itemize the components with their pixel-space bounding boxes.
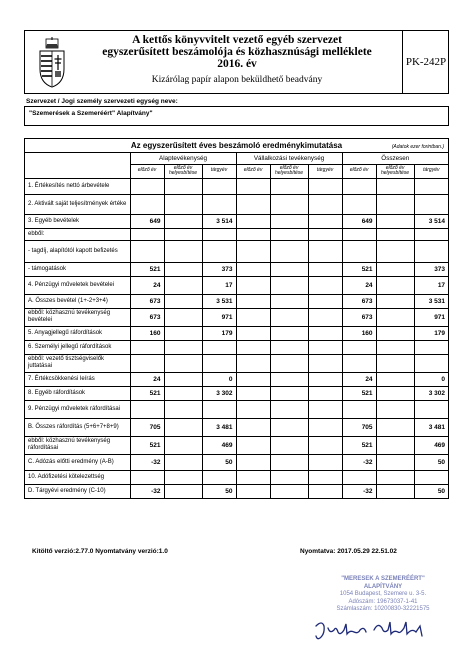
value-cell: 673 <box>130 294 164 308</box>
subheader-prior-year: előző év <box>130 164 164 178</box>
value-cell: 3 514 <box>202 214 236 228</box>
value-cell: 469 <box>414 436 448 454</box>
value-cell <box>236 354 270 372</box>
value-cell <box>164 354 202 372</box>
table-row <box>25 308 448 326</box>
value-cell <box>202 400 236 418</box>
report-rows <box>25 178 448 498</box>
table-row <box>25 262 448 276</box>
value-cell <box>164 326 202 340</box>
handwritten-signature <box>312 618 430 642</box>
row-label: 8. Egyéb ráfordítások <box>25 386 130 400</box>
row-label: ebből: közhasznú tevékenység bevételei <box>25 308 130 326</box>
value-cell <box>270 326 308 340</box>
value-cell <box>376 276 414 294</box>
value-cell <box>376 436 414 454</box>
value-cell <box>164 228 202 240</box>
subheader-prior-correction: előző év helyesbítése <box>270 164 308 178</box>
value-cell <box>202 354 236 372</box>
subheader-prior-year: előző év <box>342 164 376 178</box>
print-timestamp: Nyomtatva: 2017.05.29 22.51.02 <box>300 548 397 555</box>
value-cell <box>308 354 342 372</box>
value-cell <box>308 262 342 276</box>
value-cell <box>164 262 202 276</box>
value-cell <box>308 194 342 214</box>
org-name-field: "Szemerések a Szemeréért" Alapítvány" <box>24 106 449 126</box>
value-cell <box>164 294 202 308</box>
value-cell <box>342 400 376 418</box>
value-cell <box>270 436 308 454</box>
value-cell: 521 <box>130 436 164 454</box>
value-cell <box>414 178 448 194</box>
value-cell <box>164 276 202 294</box>
form-code: PK-242P <box>402 31 449 93</box>
value-cell <box>130 240 164 262</box>
value-cell <box>308 372 342 386</box>
form-title-line1: A kettős könyvvitelt vezető egyéb szervezet <box>132 34 342 46</box>
form-subtitle: Kizárólag papír alapon beküldhető beadvány <box>151 75 323 85</box>
value-cell <box>236 400 270 418</box>
table-row <box>25 418 448 436</box>
value-cell: 0 <box>202 372 236 386</box>
value-cell <box>342 194 376 214</box>
subheader-current-year: tárgyév <box>308 164 342 178</box>
value-cell <box>308 436 342 454</box>
value-cell <box>308 240 342 262</box>
table-row <box>25 386 448 400</box>
value-cell <box>164 400 202 418</box>
value-cell <box>342 470 376 484</box>
value-cell: 3 531 <box>414 294 448 308</box>
value-cell <box>270 228 308 240</box>
row-label: ebből: <box>25 228 130 240</box>
row-label: 4. Pénzügyi műveletek bevételei <box>25 276 130 294</box>
organization-stamp <box>308 576 458 614</box>
value-cell <box>414 340 448 354</box>
value-cell <box>236 240 270 262</box>
form-title-line3: 2016. év <box>217 58 257 70</box>
value-cell <box>164 372 202 386</box>
value-cell <box>270 454 308 470</box>
value-cell: 160 <box>130 326 164 340</box>
income-statement <box>24 138 449 499</box>
value-cell: 179 <box>414 326 448 340</box>
value-cell: 3 302 <box>414 386 448 400</box>
value-cell: -32 <box>130 454 164 470</box>
value-cell <box>414 240 448 262</box>
value-cell: 3 481 <box>202 418 236 436</box>
units-note: (Adatok ezer forintban.) <box>391 144 444 150</box>
value-cell <box>308 178 342 194</box>
value-cell <box>308 400 342 418</box>
value-cell <box>414 470 448 484</box>
value-cell <box>236 326 270 340</box>
row-label: - tagdíj, alapítótól kapott befizetés <box>25 240 130 262</box>
value-cell <box>308 386 342 400</box>
table-row <box>25 454 448 470</box>
value-cell <box>376 354 414 372</box>
value-cell: 3 531 <box>202 294 236 308</box>
value-cell: 705 <box>342 418 376 436</box>
row-label: - támogatások <box>25 262 130 276</box>
value-cell: 50 <box>414 454 448 470</box>
value-cell <box>308 470 342 484</box>
value-cell <box>376 262 414 276</box>
value-cell: 673 <box>342 294 376 308</box>
table-row <box>25 484 448 498</box>
value-cell <box>270 262 308 276</box>
value-cell <box>236 294 270 308</box>
value-cell <box>236 372 270 386</box>
stamp-line5: Számlaszám: 10200830-32221575 <box>336 606 430 612</box>
value-cell: 705 <box>130 418 164 436</box>
value-cell <box>270 470 308 484</box>
table-row <box>25 436 448 454</box>
row-label: ebből: vezető tisztségviselők juttatásai <box>25 354 130 372</box>
table-row <box>25 372 448 386</box>
row-label: D. Tárgyévi eredmény (C-10) <box>25 484 130 498</box>
table-row <box>25 326 448 340</box>
value-cell <box>270 386 308 400</box>
value-cell <box>164 214 202 228</box>
value-cell <box>376 418 414 436</box>
stamp-line2: ALAPÍTVÁNY <box>363 583 403 590</box>
value-cell <box>164 340 202 354</box>
value-cell <box>414 228 448 240</box>
value-cell <box>130 194 164 214</box>
income-statement-table <box>25 153 448 498</box>
value-cell: 17 <box>414 276 448 294</box>
value-cell <box>236 436 270 454</box>
value-cell <box>236 386 270 400</box>
value-cell <box>308 228 342 240</box>
row-label: 6. Személyi jellegű ráfordítások <box>25 340 130 354</box>
value-cell <box>164 386 202 400</box>
value-cell <box>270 340 308 354</box>
value-cell <box>270 240 308 262</box>
table-row <box>25 194 448 214</box>
stamp-line4: Adószám: 19673037-1-41 <box>348 598 418 605</box>
value-cell: 521 <box>342 386 376 400</box>
row-label: B. Összes ráfordítás (5+6+7+8+9) <box>25 418 130 436</box>
table-row <box>25 178 448 194</box>
value-cell <box>270 276 308 294</box>
value-cell: -32 <box>342 454 376 470</box>
value-cell <box>270 400 308 418</box>
subheader-current-year: tárgyév <box>414 164 448 178</box>
org-name-label: Szervezet / Jogi személy szervezeti egység neve: <box>26 98 178 105</box>
value-cell <box>308 484 342 498</box>
group-header-total: Összesen <box>342 153 448 164</box>
value-cell <box>236 418 270 436</box>
table-row <box>25 354 448 372</box>
value-cell <box>164 194 202 214</box>
row-label: ebből: közhasznú tevékenység ráfordításai <box>25 436 130 454</box>
value-cell <box>376 340 414 354</box>
value-cell <box>236 228 270 240</box>
value-cell <box>308 418 342 436</box>
value-cell <box>270 308 308 326</box>
value-cell <box>130 354 164 372</box>
value-cell: 649 <box>342 214 376 228</box>
value-cell <box>342 340 376 354</box>
value-cell <box>164 454 202 470</box>
value-cell <box>414 194 448 214</box>
value-cell: 24 <box>342 276 376 294</box>
table-row <box>25 276 448 294</box>
value-cell: 469 <box>202 436 236 454</box>
value-cell: 971 <box>414 308 448 326</box>
row-label: 5. Anyagjellegű ráfordítások <box>25 326 130 340</box>
row-label: 9. Pénzügyi műveletek ráfordításai <box>25 400 130 418</box>
value-cell <box>202 228 236 240</box>
value-cell <box>270 294 308 308</box>
value-cell: -32 <box>342 484 376 498</box>
value-cell <box>342 228 376 240</box>
value-cell <box>236 214 270 228</box>
form-title-line2: egyszerűsített beszámolója és közhasznúsági melléklete <box>102 46 372 58</box>
value-cell <box>202 340 236 354</box>
value-cell <box>376 178 414 194</box>
value-cell: 24 <box>342 372 376 386</box>
value-cell <box>130 400 164 418</box>
subheader-prior-correction: előző év helyesbítése <box>164 164 202 178</box>
value-cell <box>130 340 164 354</box>
value-cell <box>236 194 270 214</box>
row-label: 3. Egyéb bevételek <box>25 214 130 228</box>
value-cell <box>376 194 414 214</box>
stamp-line3: 1054 Budapest, Szemere u. 3-5. <box>339 591 427 597</box>
row-label: 10. Adófizetési kötelezettség <box>25 470 130 484</box>
value-cell <box>270 214 308 228</box>
group-header-basic: Alaptevékenység <box>130 153 236 164</box>
value-cell <box>376 400 414 418</box>
value-cell: 3 481 <box>414 418 448 436</box>
report-title-bar <box>25 139 448 153</box>
value-cell <box>414 354 448 372</box>
value-cell <box>342 178 376 194</box>
value-cell: 0 <box>414 372 448 386</box>
value-cell <box>376 386 414 400</box>
subheader-prior-correction: előző év helyesbítése <box>376 164 414 178</box>
value-cell: 373 <box>414 262 448 276</box>
value-cell: 24 <box>130 276 164 294</box>
value-cell: 50 <box>202 484 236 498</box>
value-cell <box>376 326 414 340</box>
value-cell <box>236 308 270 326</box>
table-row <box>25 400 448 418</box>
value-cell: -32 <box>130 484 164 498</box>
value-cell <box>376 454 414 470</box>
value-cell <box>270 372 308 386</box>
filler-version: Kitöltő verzió:2.77.0 Nyomtatvány verzió:1.0 <box>32 548 168 555</box>
value-cell <box>376 308 414 326</box>
value-cell <box>236 262 270 276</box>
value-cell <box>376 484 414 498</box>
value-cell <box>376 240 414 262</box>
value-cell: 179 <box>202 326 236 340</box>
value-cell <box>308 308 342 326</box>
table-row <box>25 214 448 228</box>
value-cell: 521 <box>342 262 376 276</box>
value-cell <box>202 240 236 262</box>
value-cell <box>202 194 236 214</box>
subheader-prior-year: előző év <box>236 164 270 178</box>
value-cell <box>164 470 202 484</box>
value-cell <box>130 470 164 484</box>
value-cell <box>270 418 308 436</box>
value-cell: 160 <box>342 326 376 340</box>
value-cell <box>308 326 342 340</box>
value-cell: 50 <box>414 484 448 498</box>
value-cell <box>236 178 270 194</box>
value-cell <box>270 178 308 194</box>
value-cell <box>342 354 376 372</box>
value-cell <box>236 454 270 470</box>
value-cell <box>376 470 414 484</box>
value-cell: 521 <box>130 262 164 276</box>
value-cell: 50 <box>202 454 236 470</box>
value-cell: 3 514 <box>414 214 448 228</box>
value-cell <box>130 178 164 194</box>
value-cell: 373 <box>202 262 236 276</box>
stamp-line1: "MERESEK A SZEMERÉÉRT" <box>341 576 425 582</box>
value-cell: 17 <box>202 276 236 294</box>
value-cell <box>270 484 308 498</box>
value-cell: 24 <box>130 372 164 386</box>
row-label: 1. Értékesítés nettó árbevétele <box>25 178 130 194</box>
subheader-current-year: tárgyév <box>202 164 236 178</box>
value-cell <box>164 240 202 262</box>
value-cell <box>236 276 270 294</box>
value-cell <box>164 418 202 436</box>
row-label: A. Összes bevétel (1+-2+3+4) <box>25 294 130 308</box>
value-cell <box>270 194 308 214</box>
row-label: C. Adózás előtti eredmény (A-B) <box>25 454 130 470</box>
value-cell <box>164 178 202 194</box>
value-cell: 673 <box>130 308 164 326</box>
table-row <box>25 340 448 354</box>
value-cell: 649 <box>130 214 164 228</box>
value-cell <box>342 240 376 262</box>
value-cell <box>236 470 270 484</box>
value-cell: 521 <box>130 386 164 400</box>
value-cell <box>308 276 342 294</box>
table-row <box>25 294 448 308</box>
value-cell <box>376 214 414 228</box>
label-column-header <box>25 153 130 178</box>
value-cell <box>130 228 164 240</box>
row-label: 7. Értékcsökkenési leírás <box>25 372 130 386</box>
value-cell <box>308 454 342 470</box>
value-cell <box>376 294 414 308</box>
table-row <box>25 470 448 484</box>
value-cell <box>376 228 414 240</box>
value-cell <box>414 400 448 418</box>
value-cell <box>308 294 342 308</box>
value-cell: 971 <box>202 308 236 326</box>
table-row <box>25 228 448 240</box>
value-cell <box>164 436 202 454</box>
value-cell: 3 302 <box>202 386 236 400</box>
coat-of-arms-icon <box>35 37 69 89</box>
value-cell <box>376 372 414 386</box>
value-cell <box>202 178 236 194</box>
group-header-business: Vállalkozási tevékenység <box>236 153 342 164</box>
value-cell <box>164 484 202 498</box>
row-label: 2. Aktivált saját teljesítmények értéke <box>25 194 130 214</box>
table-row <box>25 240 448 262</box>
value-cell <box>236 484 270 498</box>
value-cell <box>308 214 342 228</box>
form-header <box>24 30 449 94</box>
value-cell <box>236 340 270 354</box>
value-cell <box>164 308 202 326</box>
value-cell: 673 <box>342 308 376 326</box>
report-title: Az egyszerűsített éves beszámoló eredménykimutatása <box>130 141 343 150</box>
value-cell <box>270 354 308 372</box>
value-cell: 521 <box>342 436 376 454</box>
value-cell <box>308 340 342 354</box>
value-cell <box>202 470 236 484</box>
form-title-block <box>77 34 397 86</box>
